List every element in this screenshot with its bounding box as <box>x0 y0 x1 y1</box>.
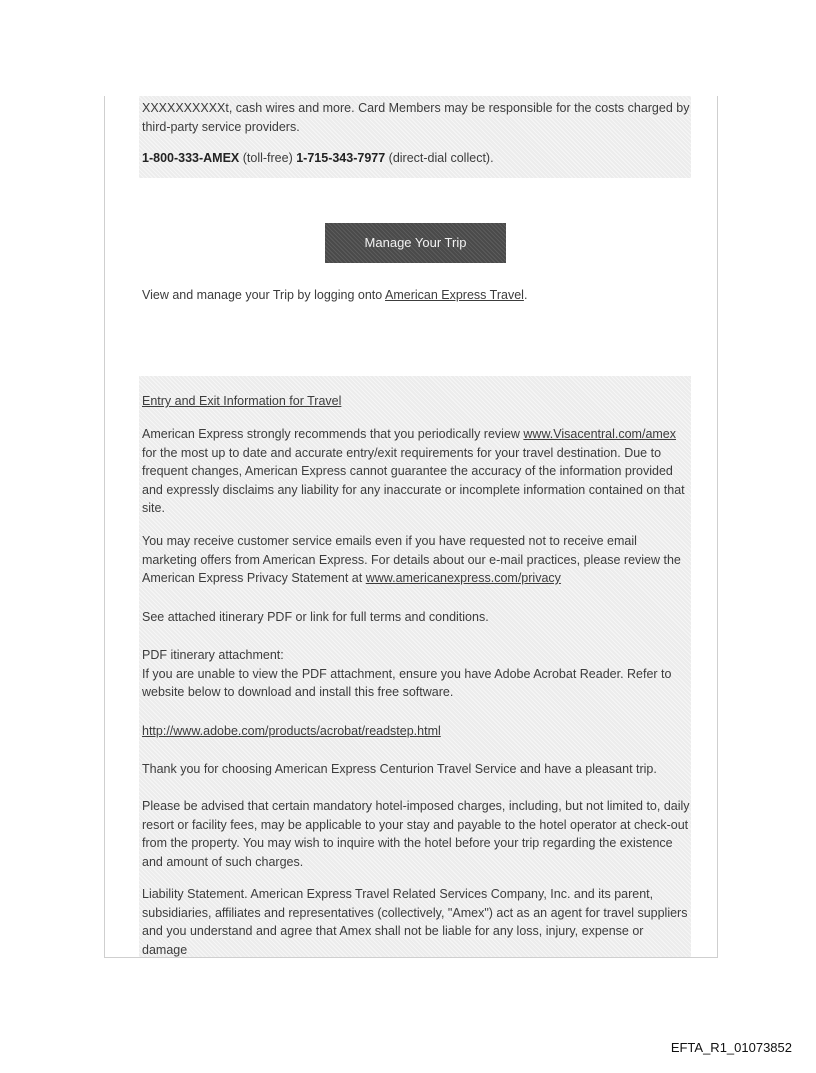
phone-line <box>142 149 690 168</box>
privacy-text: You may receive customer service emails even if you have requested not to receive email marketing offers from American Express. For details about our e-mail practices, please review the American Express Privacy Statement at <box>142 534 681 585</box>
privacy-link[interactable]: www.americanexpress.com/privacy <box>365 571 561 585</box>
document-id: EFTA_R1_01073852 <box>670 1040 792 1055</box>
toll-free-note: (toll-free) <box>239 151 297 165</box>
thanks-text: Thank you for choosing American Express Centurion Travel Service and have a pleasant trip. <box>142 762 657 776</box>
amex-travel-link[interactable]: American Express Travel <box>385 288 524 302</box>
hotel-notice: Please be advised that certain mandatory hotel-imposed charges, including, but not limited to, daily resort or facility fees, may be applicable to your stay and payable to the hotel operator at check-out from the property. You may wish to inquire with the hotel before your trip regarding the existence and amount of such charges. <box>142 799 690 869</box>
entry-exit-heading <box>142 392 690 411</box>
pdf-title: PDF itinerary attachment: <box>142 648 284 662</box>
contact-text <box>142 99 690 136</box>
manage-trip-text <box>142 286 690 305</box>
adobe-link-line <box>142 722 690 741</box>
terms-text: See attached itinerary PDF or link for full terms and conditions. <box>142 610 489 624</box>
manage-text-before: View and manage your Trip by logging onto <box>142 288 385 302</box>
collect-phone: 1-715-343-7977 <box>296 151 386 165</box>
privacy-paragraph <box>142 532 690 588</box>
pdf-paragraph <box>142 646 690 702</box>
liability-statement: Liability Statement. American Express Travel Related Services Company, Inc. and its parent, subsidiaries, affiliates and representatives (collectively, "Amex") act as an agent for travel suppliers and you understand and agree that Amex shall not be liable for any loss, injury, expense or damage <box>142 887 688 957</box>
collect-note: (direct-dial collect). <box>385 151 494 165</box>
adobe-link[interactable]: http://www.adobe.com/products/acrobat/readstep.html <box>142 724 441 738</box>
entry-exit-text-before: American Express strongly recommends that you periodically review <box>142 427 524 441</box>
entry-exit-text-after: for the most up to date and accurate entry/exit requirements for your travel destination. Due to frequent changes, American Express cannot guarantee the accuracy of the information provided and expressly disclaims any liability for any inaccurate or incomplete information contained on that site. <box>142 445 685 515</box>
entry-exit-link[interactable]: Entry and Exit Information for Travel <box>142 394 342 408</box>
pdf-text: If you are unable to view the PDF attachment, ensure you have Adobe Acrobat Reader. Refer to website below to download and install this free software. <box>142 666 672 699</box>
visacentral-link[interactable]: www.Visacentral.com/amex <box>523 427 677 441</box>
manage-trip-button[interactable]: Manage Your Trip <box>325 223 506 263</box>
toll-free-phone: 1-800-333-AMEX <box>142 151 240 165</box>
manage-text-after: . <box>523 288 528 302</box>
contact-line-2: third-party service providers. <box>142 119 300 134</box>
entry-exit-paragraph <box>142 425 690 518</box>
contact-line-1: XXXXXXXXXXt, cash wires and more. Card Members may be responsible for the costs charged by <box>142 101 690 115</box>
